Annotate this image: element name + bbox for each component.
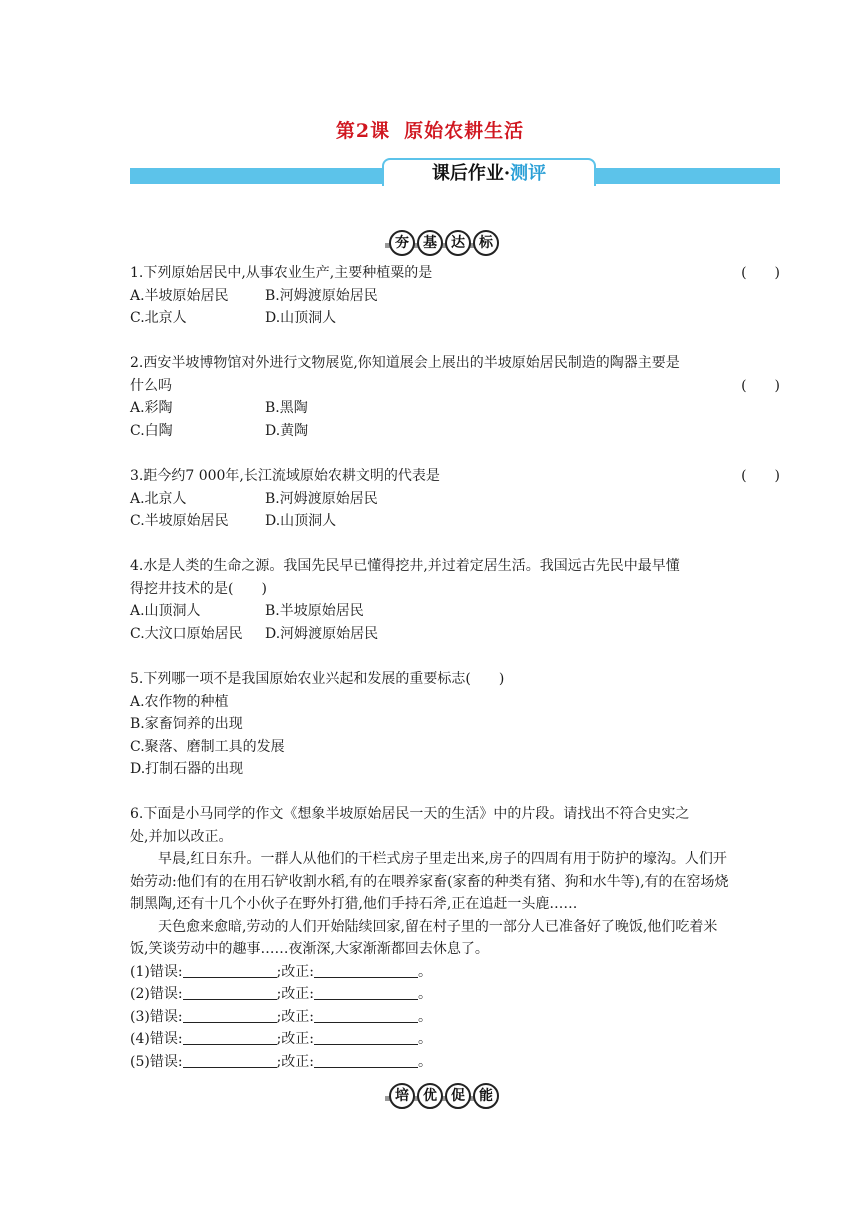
section-char: 促 bbox=[445, 1083, 471, 1109]
answer-line: (3)错误: ;改正: 。 bbox=[130, 1008, 432, 1025]
section-header-basic bbox=[385, 230, 495, 256]
section-char: 培 bbox=[389, 1083, 415, 1109]
answer-line: (2)错误: ;改正: 。 bbox=[130, 986, 432, 1002]
question-6: 6.下面是小马同学的作文《想象半坡原始居民一天的生活》中的片段。请找出不符合史实之 处,并加以改正。 早晨,红日东升。一群人从他们的干栏式房子里走出来,房子的四周有用于防护的壕沟。人们开始劳动:他们有的在用石铲收割水稻,有的在喂养家畜(家畜的种类有猪、狗和水牛等),有的在窑场烧制黑陶,还有十几个小伙子在野外打猎,他们手持石斧,正在追赶一头鹿…… 天色愈来愈暗,劳动的人们开始陆续回家,留在村子里的一部分人已准备好了晚饭,他们吃着米饭,笑谈劳动中的趣事……夜渐深,大家渐渐都回去休息了。 (1)错误: ;改正: 。 (2)错误: ;改正: 。 (3)错误: ;改正: 。 (4)错误: ;改正: 。 (5)错误: ;改正: 。 bbox=[130, 803, 790, 1073]
answer-line: (5)错误: ;改正: 。 bbox=[130, 1053, 432, 1070]
section-char: 夯 bbox=[389, 230, 415, 256]
section-char: 达 bbox=[445, 230, 471, 256]
question-2: 2.西安半坡博物馆对外进行文物展览,你知道展会上展出的半坡原始居民制造的陶器主要是 什么吗 ( ) A.彩陶 B.黑陶 C.白陶 D.黄陶 bbox=[130, 355, 780, 439]
question-4: 4.水是人类的生命之源。我国先民早已懂得挖井,并过着定居生活。我国远古先民中最早懂 得挖井技术的是( ) A.山顶洞人 B.半坡原始居民 C.大汶口原始居民 D.河姆渡原始居民 bbox=[130, 558, 680, 642]
answer-line: (1)错误: ;改正: 。 bbox=[130, 963, 432, 980]
section-char: 标 bbox=[473, 230, 499, 256]
question-5: 5.下列哪一项不是我国原始农业兴起和发展的重要标志( ) A.农作物的种植 B.家畜饲养的出现 C.聚落、磨制工具的发展 D.打制石器的出现 bbox=[130, 671, 505, 777]
answer-line: (4)错误: ;改正: 。 bbox=[130, 1031, 432, 1047]
section-header-advanced bbox=[385, 1083, 495, 1109]
question-3: 3.距今约7 000年,长江流域原始农耕文明的代表是 ( ) A.北京人 B.河姆渡原始居民 C.半坡原始居民 D.山顶洞人 bbox=[130, 468, 780, 529]
passage-paragraph: 天色愈来愈暗,劳动的人们开始陆续回家,留在村子里的一部分人已准备好了晚饭,他们吃着米饭,笑谈劳动中的趣事……夜渐深,大家渐渐都回去休息了。 bbox=[130, 918, 718, 957]
section-char: 基 bbox=[417, 230, 443, 256]
question-1: 1.下列原始居民中,从事农业生产,主要种植粟的是 ( ) A.半坡原始居民 B.河姆渡原始居民 C.北京人 D.山顶洞人 bbox=[130, 265, 780, 326]
page-title: 第2课 原始农耕生活 bbox=[335, 120, 525, 142]
section-char: 能 bbox=[473, 1083, 499, 1109]
passage-paragraph: 早晨,红日东升。一群人从他们的干栏式房子里走出来,房子的四周有用于防护的壕沟。人们开始劳动:他们有的在用石铲收割水稻,有的在喂养家畜(家畜的种类有猪、狗和水牛等),有的在窑场烧制黑陶,还有十几个小伙子在野外打猎,他们手持石斧,正在追赶一头鹿…… bbox=[130, 851, 729, 912]
banner-tab: 课后作业·测评 bbox=[382, 158, 596, 186]
section-char: 优 bbox=[417, 1083, 443, 1109]
